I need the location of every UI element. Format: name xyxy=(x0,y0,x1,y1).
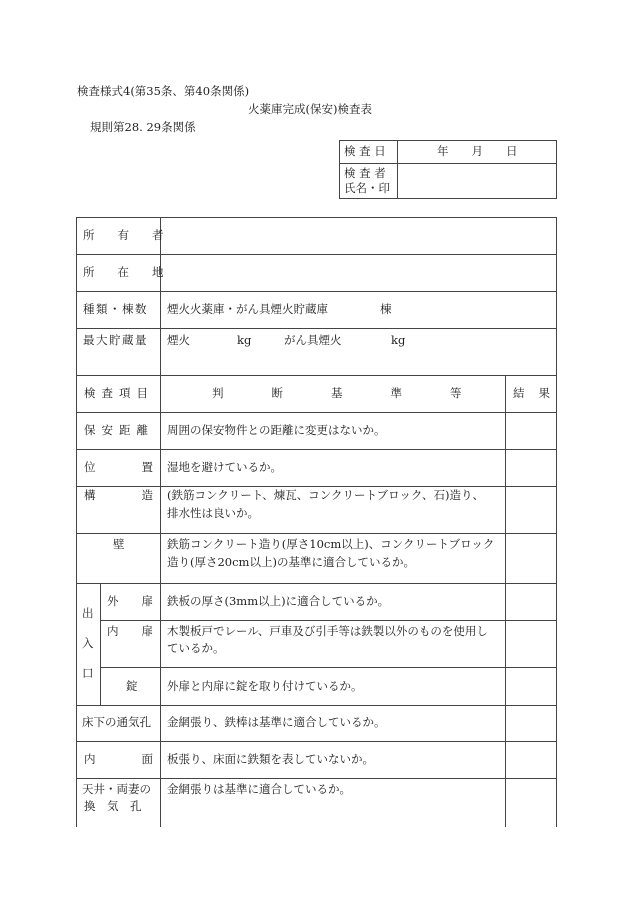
criteria-lock: 外扉と内扉に錠を取り付けているか。 xyxy=(167,679,363,693)
entrance-group-char-2: 入 xyxy=(82,636,94,650)
item-structure: 構 造 xyxy=(84,488,153,502)
item-position: 位 置 xyxy=(84,460,153,474)
item-wall: 壁 xyxy=(113,537,125,551)
capacity-fireworks-label: 煙火 xyxy=(167,333,190,347)
item-ceiling-vent-line1: 天井・両妻の xyxy=(82,782,151,796)
criteria-inner-door-line2: ているか。 xyxy=(167,641,225,655)
criteria-wall-line1: 鉄筋コンクリート造り(厚さ10cm以上)、コンクリートブロック xyxy=(167,537,495,551)
type-label: 種類・棟数 xyxy=(83,302,148,316)
capacity-unit-kg-2: kg xyxy=(391,333,406,347)
criteria-interior: 板張り、床面に鉄類を表していないか。 xyxy=(167,752,374,766)
form-number: 検査様式4(第35条、第40条関係) xyxy=(77,84,250,98)
item-lock: 錠 xyxy=(126,679,138,693)
criteria-wall-line2: 造り(厚さ20cm以上)の基準に適合しているか。 xyxy=(167,555,415,569)
criteria-structure-line1: (鉄筋コンクリート、煉瓦、コンクリートブロック、石)造り、 xyxy=(167,488,484,502)
entrance-group-char-3: 口 xyxy=(82,666,94,680)
item-outer-door: 外 扉 xyxy=(107,594,153,608)
inspection-date-label: 検 査 日 xyxy=(344,144,386,158)
rule-reference: 規則第28. 29条関係 xyxy=(90,120,196,134)
item-interior: 内 面 xyxy=(84,752,153,766)
criteria-structure-line2: 排水性は良いか。 xyxy=(167,506,259,520)
inspector-label-line1: 検 査 者 xyxy=(344,166,386,180)
criteria-inner-door-line1: 木製板戸でレール、戸車及び引手等は鉄製以外のものを使用し xyxy=(167,624,488,638)
document-title: 火薬庫完成(保安)検査表 xyxy=(248,102,372,116)
item-safety-distance: 保安距離 xyxy=(84,423,154,437)
type-value: 煙火火薬庫・がん具煙火貯蔵庫 xyxy=(167,302,328,316)
location-label: 所 在 地 xyxy=(83,265,164,279)
criteria-position: 湿地を避けているか。 xyxy=(167,460,282,474)
col-header-item: 検査項目 xyxy=(84,386,154,400)
item-inner-door: 内 扉 xyxy=(107,624,153,638)
capacity-label: 最大貯蔵量 xyxy=(83,333,148,347)
inspection-date-value[interactable]: 年 月 日 xyxy=(437,144,518,158)
owner-label: 所 有 者 xyxy=(83,228,164,242)
capacity-unit-kg-1: kg xyxy=(237,333,252,347)
item-ceiling-vent-line2: 換 気 孔 xyxy=(84,799,142,813)
criteria-safety-distance: 周囲の保安物件との距離に変更はないか。 xyxy=(167,423,386,437)
entrance-group-char-1: 出 xyxy=(82,606,94,620)
criteria-underfloor-vent: 金網張り、鉄棒は基準に適合しているか。 xyxy=(167,715,386,729)
criteria-ceiling-vent: 金網張りは基準に適合しているか。 xyxy=(167,782,351,796)
criteria-outer-door: 鉄板の厚さ(3mm以上)に適合しているか。 xyxy=(167,594,390,608)
col-header-result: 結果 xyxy=(513,386,564,400)
capacity-toy-label: がん具煙火 xyxy=(284,333,342,347)
type-count-unit: 棟 xyxy=(380,302,392,316)
col-header-criteria: 判断基準等 xyxy=(212,386,510,400)
item-underfloor-vent: 床下の通気孔 xyxy=(82,715,151,729)
inspector-label-line2: 氏名・印 xyxy=(344,181,390,195)
